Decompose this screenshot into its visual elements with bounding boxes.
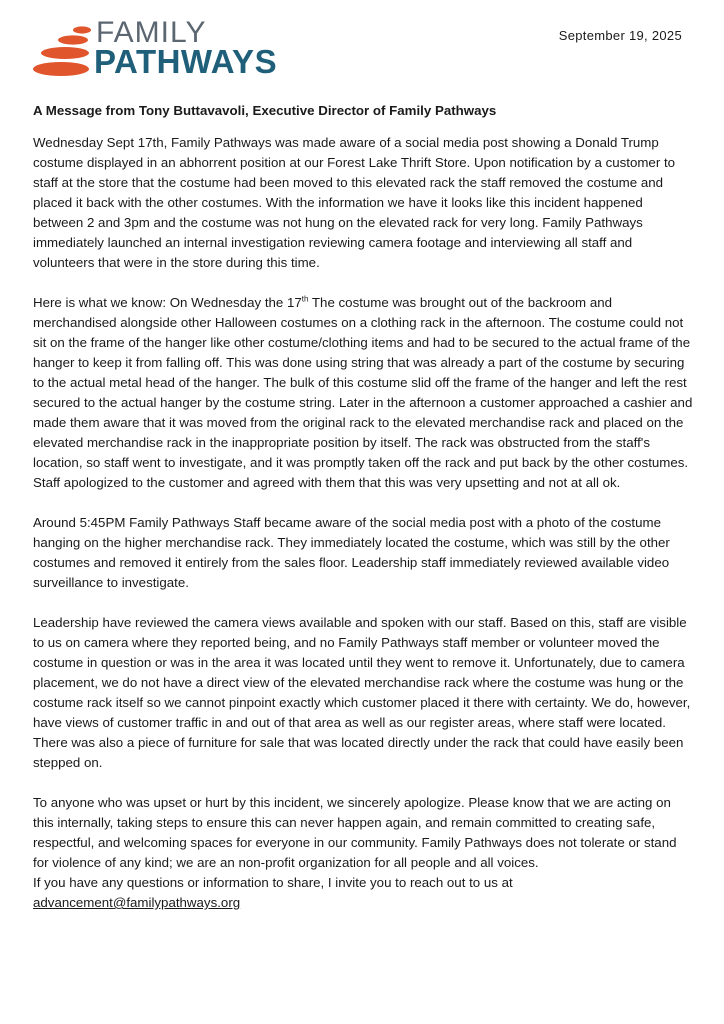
paragraph-contact: [33, 873, 693, 913]
paragraph-what-we-know: [33, 293, 693, 493]
email-link[interactable]: advancement@familypathways.org: [33, 895, 241, 910]
pathways-stripes-icon: [32, 24, 98, 78]
contact-text: If you have any questions or information to share, I invite you to reach out to us at: [33, 875, 513, 890]
logo-word-pathways: PATHWAYS: [94, 43, 278, 80]
paragraph-what-we-know-rest: The costume was brought out of the backroom and merchandised alongside other Halloween costumes on a clothing rack in the afternoon. The costume could not sit on the frame of the hanger like other costume/clothing items and had to be secured to the actual frame of the hanger to keep it from falling off. This was done using string that was already a part of the costume by securing to the actual metal head of the hanger. The bulk of this costume slid off the frame of the hanger and left the rest secured to the actual hanger by the costume string. Later in the afternoon a customer approached a cashier and made them aware that it was moved from the original rack to the elevated merchandise rack and placed on the elevated merchandise rack in the inappropriate position by itself. The rack was obstructed from the staff's location, so staff went to investigate, and it was promptly taken off the rack and put back by the other costumes. Staff apologized to the customer and agreed with them that this was very upsetting and not at all ok.: [33, 295, 693, 490]
paragraph-what-we-know-start: Here is what we know: On Wednesday the 17: [33, 295, 302, 310]
letter-date: September 19, 2025: [558, 28, 682, 43]
family-pathways-logo: [32, 18, 292, 80]
letter-body: [33, 101, 693, 913]
ordinal-suffix: th: [301, 294, 309, 304]
paragraph-social-media: Around 5:45PM Family Pathways Staff became aware of the social media post with a photo of the costume hanging on the higher merchandise rack. They immediately located the costume, which was still by the other costumes and removed it entirely from the sales floor. Leadership staff immediately reviewed available video surveillance to investigate.: [33, 515, 670, 590]
logo-word-family: FAMILY: [96, 16, 207, 49]
paragraph-apology: To anyone who was upset or hurt by this incident, we sincerely apologize. Please know that we are acting on this internally, taking steps to ensure this can never happen again, and remain committed to creating safe, respectful, and welcoming spaces for everyone in our community. Family Pathways does not tolerate or stand for violence of any kind; we are an non-profit organization for all people and all voices.: [33, 795, 677, 870]
paragraph-review: Leadership have reviewed the camera views available and spoken with our staff. Based on this, staff are visible to us on camera where they reported being, and no Family Pathways staff member or volunteer moved the costume in question or was in the area it was located until they went to remove it. Unfortunately, due to camera placement, we do not have a direct view of the elevated merchandise rack where the costume was hung or the costume rack itself so we cannot pinpoint exactly which customer placed it there with certainty. We do, however, have views of customer traffic in and out of that area as well as our register areas, where staff were located. There was also a piece of furniture for sale that was located directly under the rack that could have easily been stepped on.: [33, 615, 691, 770]
paragraph-incident: Wednesday Sept 17th, Family Pathways was made aware of a social media post showing a Donald Trump costume displayed in an abhorrent position at our Forest Lake Thrift Store. Upon notification by a customer to staff at the store that the costume had been moved to this elevated rack the staff removed the costume and placed it back with the other costumes. With the information we have it looks like this incident happened between 2 and 3pm and the costume was not hung on the elevated rack for very long. Family Pathways immediately launched an internal investigation reviewing camera footage and interviewing all staff and volunteers that were in the store during this time.: [33, 135, 676, 270]
letter-heading: A Message from Tony Buttavavoli, Executive Director of Family Pathways: [33, 103, 497, 118]
